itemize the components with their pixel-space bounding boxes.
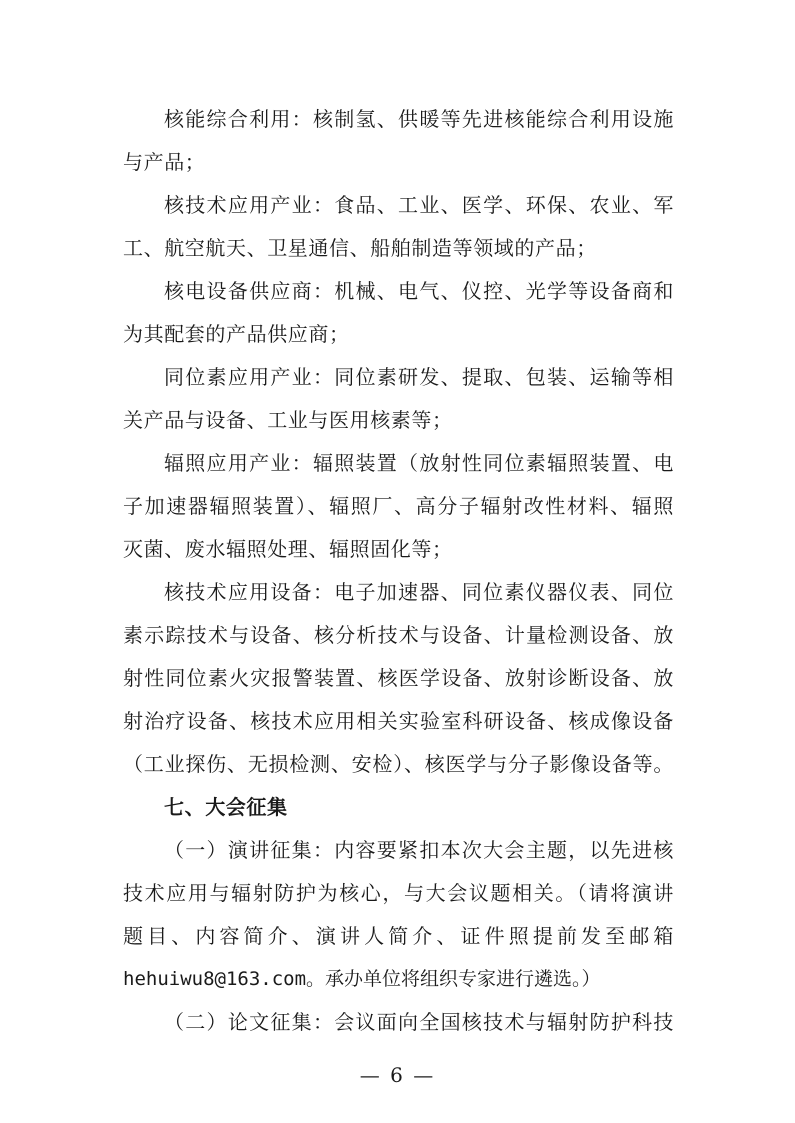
paragraph-line: 同位素应用产业：同位素研发、提取、包装、运输等相 xyxy=(164,365,674,389)
paragraph-line: 灭菌、废水辐照处理、辐照固化等； xyxy=(123,537,453,561)
paragraph-line: 技术应用与辐射防护为核心，与大会议题相关。（请将演讲 xyxy=(123,881,674,905)
paragraph-line: 题目、内容简介、演讲人简介、证件照提前发至邮箱 xyxy=(123,924,674,948)
paragraph-line: 素示踪技术与设备、核分析技术与设备、计量检测设备、放 xyxy=(123,623,674,647)
paragraph-line: 工、航空航天、卫星通信、船舶制造等领域的产品； xyxy=(123,236,597,260)
paragraph-line: 辐照应用产业：辐照装置（放射性同位素辐照装置、电 xyxy=(164,451,674,475)
paragraph-line: 核电设备供应商：机械、电气、仪控、光学等设备商和 xyxy=(164,279,674,303)
section-heading: 七、大会征集 xyxy=(164,795,288,819)
paragraph-line: （工业探伤、无损检测、安检）、核医学与分子影像设备等。 xyxy=(123,752,674,776)
page-number: — 6 — xyxy=(359,1063,436,1087)
paragraph-line: 核技术应用设备：电子加速器、同位素仪器仪表、同位 xyxy=(164,580,674,604)
paragraph-line: 与产品； xyxy=(123,150,206,174)
paragraph-line: （一）演讲征集：内容要紧扣本次大会主题，以先进核 xyxy=(164,838,674,862)
paragraph-line: 子加速器辐照装置）、辐照厂、高分子辐射改性材料、辐照 xyxy=(123,494,674,518)
paragraph-line: （二）论文征集：会议面向全国核技术与辐射防护科技 xyxy=(164,1010,674,1034)
paragraph-line: 核技术应用产业：食品、工业、医学、环保、农业、军 xyxy=(164,193,674,217)
paragraph-line: 关产品与设备、工业与医用核素等； xyxy=(123,408,453,432)
email-line: hehuiwu8@163.com。承办单位将组织专家进行遴选。） xyxy=(123,968,601,990)
paragraph-line: 射治疗设备、核技术应用相关实验室科研设备、核成像设备 xyxy=(123,709,674,733)
paragraph-line: 射性同位素火灾报警装置、核医学设备、放射诊断设备、放 xyxy=(123,666,674,690)
paragraph-line: 为其配套的产品供应商； xyxy=(123,322,350,346)
paragraph-line: 核能综合利用：核制氢、供暖等先进核能综合利用设施 xyxy=(164,107,674,131)
